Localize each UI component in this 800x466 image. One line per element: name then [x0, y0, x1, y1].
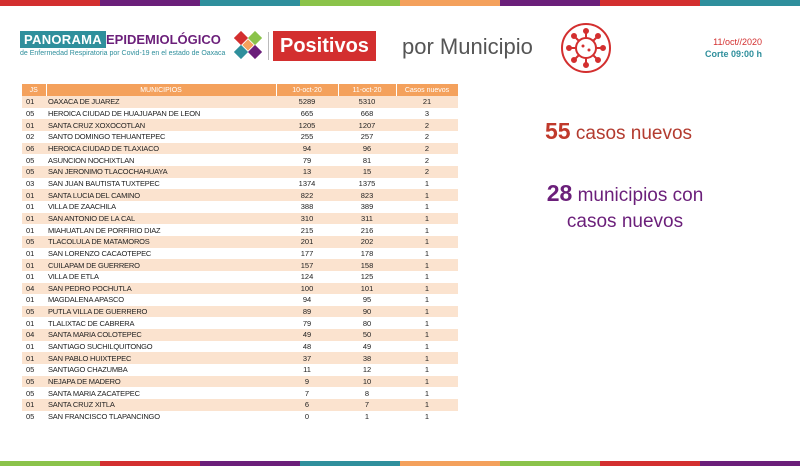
cell-js: 01 [22, 248, 46, 260]
table-row [22, 341, 458, 353]
table-row [22, 154, 458, 166]
new-cases-label: casos nuevos [575, 123, 693, 144]
cell-municipio: SAN FRANCISCO TLAPANCINGO [46, 411, 276, 423]
cell-11-oct: 90 [338, 306, 396, 318]
cell-11-oct: 8 [338, 387, 396, 399]
table-row [22, 224, 458, 236]
logo-mark-icon [234, 31, 262, 59]
cell-js: 05 [22, 166, 46, 178]
cell-11-oct: 389 [338, 201, 396, 213]
cell-js: 04 [22, 283, 46, 295]
new-cases-number: 55 [545, 118, 571, 144]
cell-11-oct: 668 [338, 108, 396, 120]
cell-municipio: SAN PEDRO POCHUTLA [46, 283, 276, 295]
cell-js: 05 [22, 108, 46, 120]
cell-10-oct: 388 [276, 201, 338, 213]
cell-10-oct: 94 [276, 143, 338, 155]
table-row [22, 96, 458, 108]
cell-11-oct: 49 [338, 341, 396, 353]
cell-municipio: TLALIXTAC DE CABRERA [46, 317, 276, 329]
cell-10-oct: 124 [276, 271, 338, 283]
cell-casos-nuevos: 2 [396, 154, 458, 166]
cell-municipio: SANTA MARIA ZACATEPEC [46, 387, 276, 399]
cell-js: 01 [22, 96, 46, 108]
cell-js: 01 [22, 213, 46, 225]
table-row [22, 131, 458, 143]
col-header-js: JS [22, 84, 46, 96]
cell-10-oct: 7 [276, 387, 338, 399]
cell-municipio: SANTA CRUZ XOXOCOTLAN [46, 119, 276, 131]
cell-municipio: VILLA DE ETLA [46, 271, 276, 283]
cell-casos-nuevos: 1 [396, 294, 458, 306]
table-row [22, 248, 458, 260]
table-row [22, 283, 458, 295]
table-row [22, 259, 458, 271]
cutoff-time: Corte 09:00 h [704, 49, 762, 59]
cell-casos-nuevos: 1 [396, 352, 458, 364]
table-row [22, 411, 458, 423]
cell-municipio: VILLA DE ZAACHILA [46, 201, 276, 213]
cell-11-oct: 202 [338, 236, 396, 248]
cell-casos-nuevos: 21 [396, 96, 458, 108]
cell-municipio: SAN ANTONIO DE LA CAL [46, 213, 276, 225]
cell-11-oct: 1 [338, 411, 396, 423]
table-row [22, 376, 458, 388]
cell-11-oct: 178 [338, 248, 396, 260]
cell-casos-nuevos: 1 [396, 248, 458, 260]
cell-11-oct: 101 [338, 283, 396, 295]
municipalities-label-2: casos nuevos [566, 211, 684, 232]
table-body [22, 96, 458, 422]
cell-10-oct: 100 [276, 283, 338, 295]
table-row [22, 352, 458, 364]
cell-10-oct: 157 [276, 259, 338, 271]
municipalities-number: 28 [546, 180, 573, 206]
cell-10-oct: 665 [276, 108, 338, 120]
col-header-11-oct: 11-oct-20 [338, 84, 396, 96]
table-row [22, 387, 458, 399]
col-header-casos-nuevos: Casos nuevos [396, 84, 458, 96]
cell-municipio: SANTIAGO SUCHILQUITONGO [46, 341, 276, 353]
cell-11-oct: 96 [338, 143, 396, 155]
cell-casos-nuevos: 1 [396, 236, 458, 248]
cell-10-oct: 822 [276, 189, 338, 201]
cell-municipio: ASUNCION NOCHIXTLAN [46, 154, 276, 166]
cell-10-oct: 13 [276, 166, 338, 178]
cell-municipio: SANTA CRUZ XITLA [46, 399, 276, 411]
cell-11-oct: 125 [338, 271, 396, 283]
cell-municipio: CUILAPAM DE GUERRERO [46, 259, 276, 271]
cell-casos-nuevos: 1 [396, 224, 458, 236]
cell-municipio: SAN PABLO HUIXTEPEC [46, 352, 276, 364]
cell-js: 05 [22, 376, 46, 388]
table-row [22, 143, 458, 155]
cell-11-oct: 257 [338, 131, 396, 143]
cell-casos-nuevos: 2 [396, 131, 458, 143]
cell-js: 01 [22, 317, 46, 329]
panorama-logo [20, 31, 260, 63]
cell-11-oct: 10 [338, 376, 396, 388]
cell-10-oct: 94 [276, 294, 338, 306]
cell-js: 05 [22, 387, 46, 399]
cell-casos-nuevos: 1 [396, 306, 458, 318]
cell-11-oct: 1375 [338, 178, 396, 190]
cell-municipio: SANTO DOMINGO TEHUANTEPEC [46, 131, 276, 143]
cell-municipio: SAN JERONIMO TLACOCHAHUAYA [46, 166, 276, 178]
cell-casos-nuevos: 1 [396, 387, 458, 399]
cell-10-oct: 1205 [276, 119, 338, 131]
cell-js: 01 [22, 399, 46, 411]
table-row [22, 213, 458, 225]
logo-subtitle: de Enfermedad Respiratoria por Covid-19 en el estado de Oaxaca [20, 50, 226, 57]
cell-js: 01 [22, 259, 46, 271]
bottom-color-stripe [0, 461, 800, 466]
cell-casos-nuevos: 2 [396, 143, 458, 155]
cell-js: 01 [22, 201, 46, 213]
table-row [22, 364, 458, 376]
col-header-municipios: MUNICIPIOS [46, 84, 276, 96]
cell-js: 01 [22, 352, 46, 364]
cell-10-oct: 11 [276, 364, 338, 376]
cell-11-oct: 158 [338, 259, 396, 271]
cell-municipio: HEROICA CIUDAD DE TLAXIACO [46, 143, 276, 155]
title-rest: por Municipio [402, 34, 533, 59]
table-row [22, 236, 458, 248]
cell-js: 02 [22, 131, 46, 143]
cell-casos-nuevos: 1 [396, 411, 458, 423]
header-divider [268, 32, 269, 60]
cell-js: 01 [22, 119, 46, 131]
logo-word-epidemiologico: EPIDEMIOLÓGICO [106, 32, 221, 47]
cell-10-oct: 6 [276, 399, 338, 411]
municipalities-stat [530, 180, 720, 235]
cell-js: 03 [22, 178, 46, 190]
cell-municipio: SANTA LUCIA DEL CAMINO [46, 189, 276, 201]
municipios-table [22, 84, 459, 422]
logo-word-panorama: PANORAMA [20, 31, 106, 48]
cell-js: 05 [22, 364, 46, 376]
cell-casos-nuevos: 3 [396, 108, 458, 120]
cell-10-oct: 177 [276, 248, 338, 260]
cell-municipio: SAN JUAN BAUTISTA TUXTEPEC [46, 178, 276, 190]
cell-10-oct: 49 [276, 329, 338, 341]
table-row [22, 329, 458, 341]
table-row [22, 294, 458, 306]
cell-10-oct: 255 [276, 131, 338, 143]
cell-municipio: SANTIAGO CHAZUMBA [46, 364, 276, 376]
cell-js: 01 [22, 271, 46, 283]
cell-casos-nuevos: 1 [396, 317, 458, 329]
cell-casos-nuevos: 2 [396, 166, 458, 178]
cell-casos-nuevos: 1 [396, 399, 458, 411]
col-header-10-oct: 10-oct-20 [276, 84, 338, 96]
cell-10-oct: 37 [276, 352, 338, 364]
cell-casos-nuevos: 1 [396, 213, 458, 225]
cell-11-oct: 38 [338, 352, 396, 364]
cell-municipio: SANTA MARIA COLOTEPEC [46, 329, 276, 341]
cell-11-oct: 80 [338, 317, 396, 329]
cell-11-oct: 15 [338, 166, 396, 178]
cell-11-oct: 311 [338, 213, 396, 225]
table-row [22, 317, 458, 329]
table-header-row [22, 84, 458, 96]
top-color-stripe [0, 0, 800, 6]
cell-municipio: MAGDALENA APASCO [46, 294, 276, 306]
table-row [22, 271, 458, 283]
cell-js: 04 [22, 329, 46, 341]
report-date: 11/oct//2020 [713, 37, 762, 47]
cell-11-oct: 81 [338, 154, 396, 166]
cell-casos-nuevos: 1 [396, 201, 458, 213]
cell-municipio: NEJAPA DE MADERO [46, 376, 276, 388]
table-row [22, 306, 458, 318]
cell-casos-nuevos: 1 [396, 189, 458, 201]
cell-10-oct: 1374 [276, 178, 338, 190]
new-cases-stat [545, 118, 692, 145]
cell-10-oct: 79 [276, 317, 338, 329]
cell-10-oct: 48 [276, 341, 338, 353]
cell-10-oct: 89 [276, 306, 338, 318]
cell-municipio: HEROICA CIUDAD DE HUAJUAPAN DE LEON [46, 108, 276, 120]
cell-js: 05 [22, 306, 46, 318]
cell-casos-nuevos: 1 [396, 329, 458, 341]
cell-municipio: TLACOLULA DE MATAMOROS [46, 236, 276, 248]
cell-casos-nuevos: 1 [396, 364, 458, 376]
cell-js: 05 [22, 411, 46, 423]
cell-10-oct: 0 [276, 411, 338, 423]
table-row [22, 119, 458, 131]
table-row [22, 399, 458, 411]
cell-10-oct: 79 [276, 154, 338, 166]
table-row [22, 108, 458, 120]
cell-js: 01 [22, 294, 46, 306]
cell-casos-nuevos: 1 [396, 341, 458, 353]
table-row [22, 189, 458, 201]
cell-casos-nuevos: 1 [396, 271, 458, 283]
cell-11-oct: 7 [338, 399, 396, 411]
cell-casos-nuevos: 1 [396, 259, 458, 271]
cell-js: 01 [22, 189, 46, 201]
cell-casos-nuevos: 1 [396, 178, 458, 190]
cell-municipio: SAN LORENZO CACAOTEPEC [46, 248, 276, 260]
cell-casos-nuevos: 1 [396, 376, 458, 388]
cell-municipio: PUTLA VILLA DE GUERRERO [46, 306, 276, 318]
cell-js: 01 [22, 341, 46, 353]
date-block [705, 36, 762, 60]
table-row [22, 201, 458, 213]
cell-municipio: MIAHUATLAN DE PORFIRIO DIAZ [46, 224, 276, 236]
cell-11-oct: 1207 [338, 119, 396, 131]
cell-11-oct: 5310 [338, 96, 396, 108]
cell-11-oct: 95 [338, 294, 396, 306]
cell-10-oct: 201 [276, 236, 338, 248]
cell-10-oct: 215 [276, 224, 338, 236]
title-highlight: Positivos [273, 31, 376, 61]
virus-icon [560, 22, 612, 74]
cell-11-oct: 50 [338, 329, 396, 341]
table-row [22, 178, 458, 190]
municipalities-label: municipios con [577, 185, 704, 206]
cell-municipio: OAXACA DE JUAREZ [46, 96, 276, 108]
cell-10-oct: 9 [276, 376, 338, 388]
cell-casos-nuevos: 1 [396, 283, 458, 295]
cell-10-oct: 5289 [276, 96, 338, 108]
cell-js: 06 [22, 143, 46, 155]
table-row [22, 166, 458, 178]
cell-11-oct: 823 [338, 189, 396, 201]
cell-10-oct: 310 [276, 213, 338, 225]
cell-11-oct: 12 [338, 364, 396, 376]
cell-js: 05 [22, 236, 46, 248]
cell-casos-nuevos: 2 [396, 119, 458, 131]
cell-js: 01 [22, 224, 46, 236]
cell-js: 05 [22, 154, 46, 166]
cell-11-oct: 216 [338, 224, 396, 236]
